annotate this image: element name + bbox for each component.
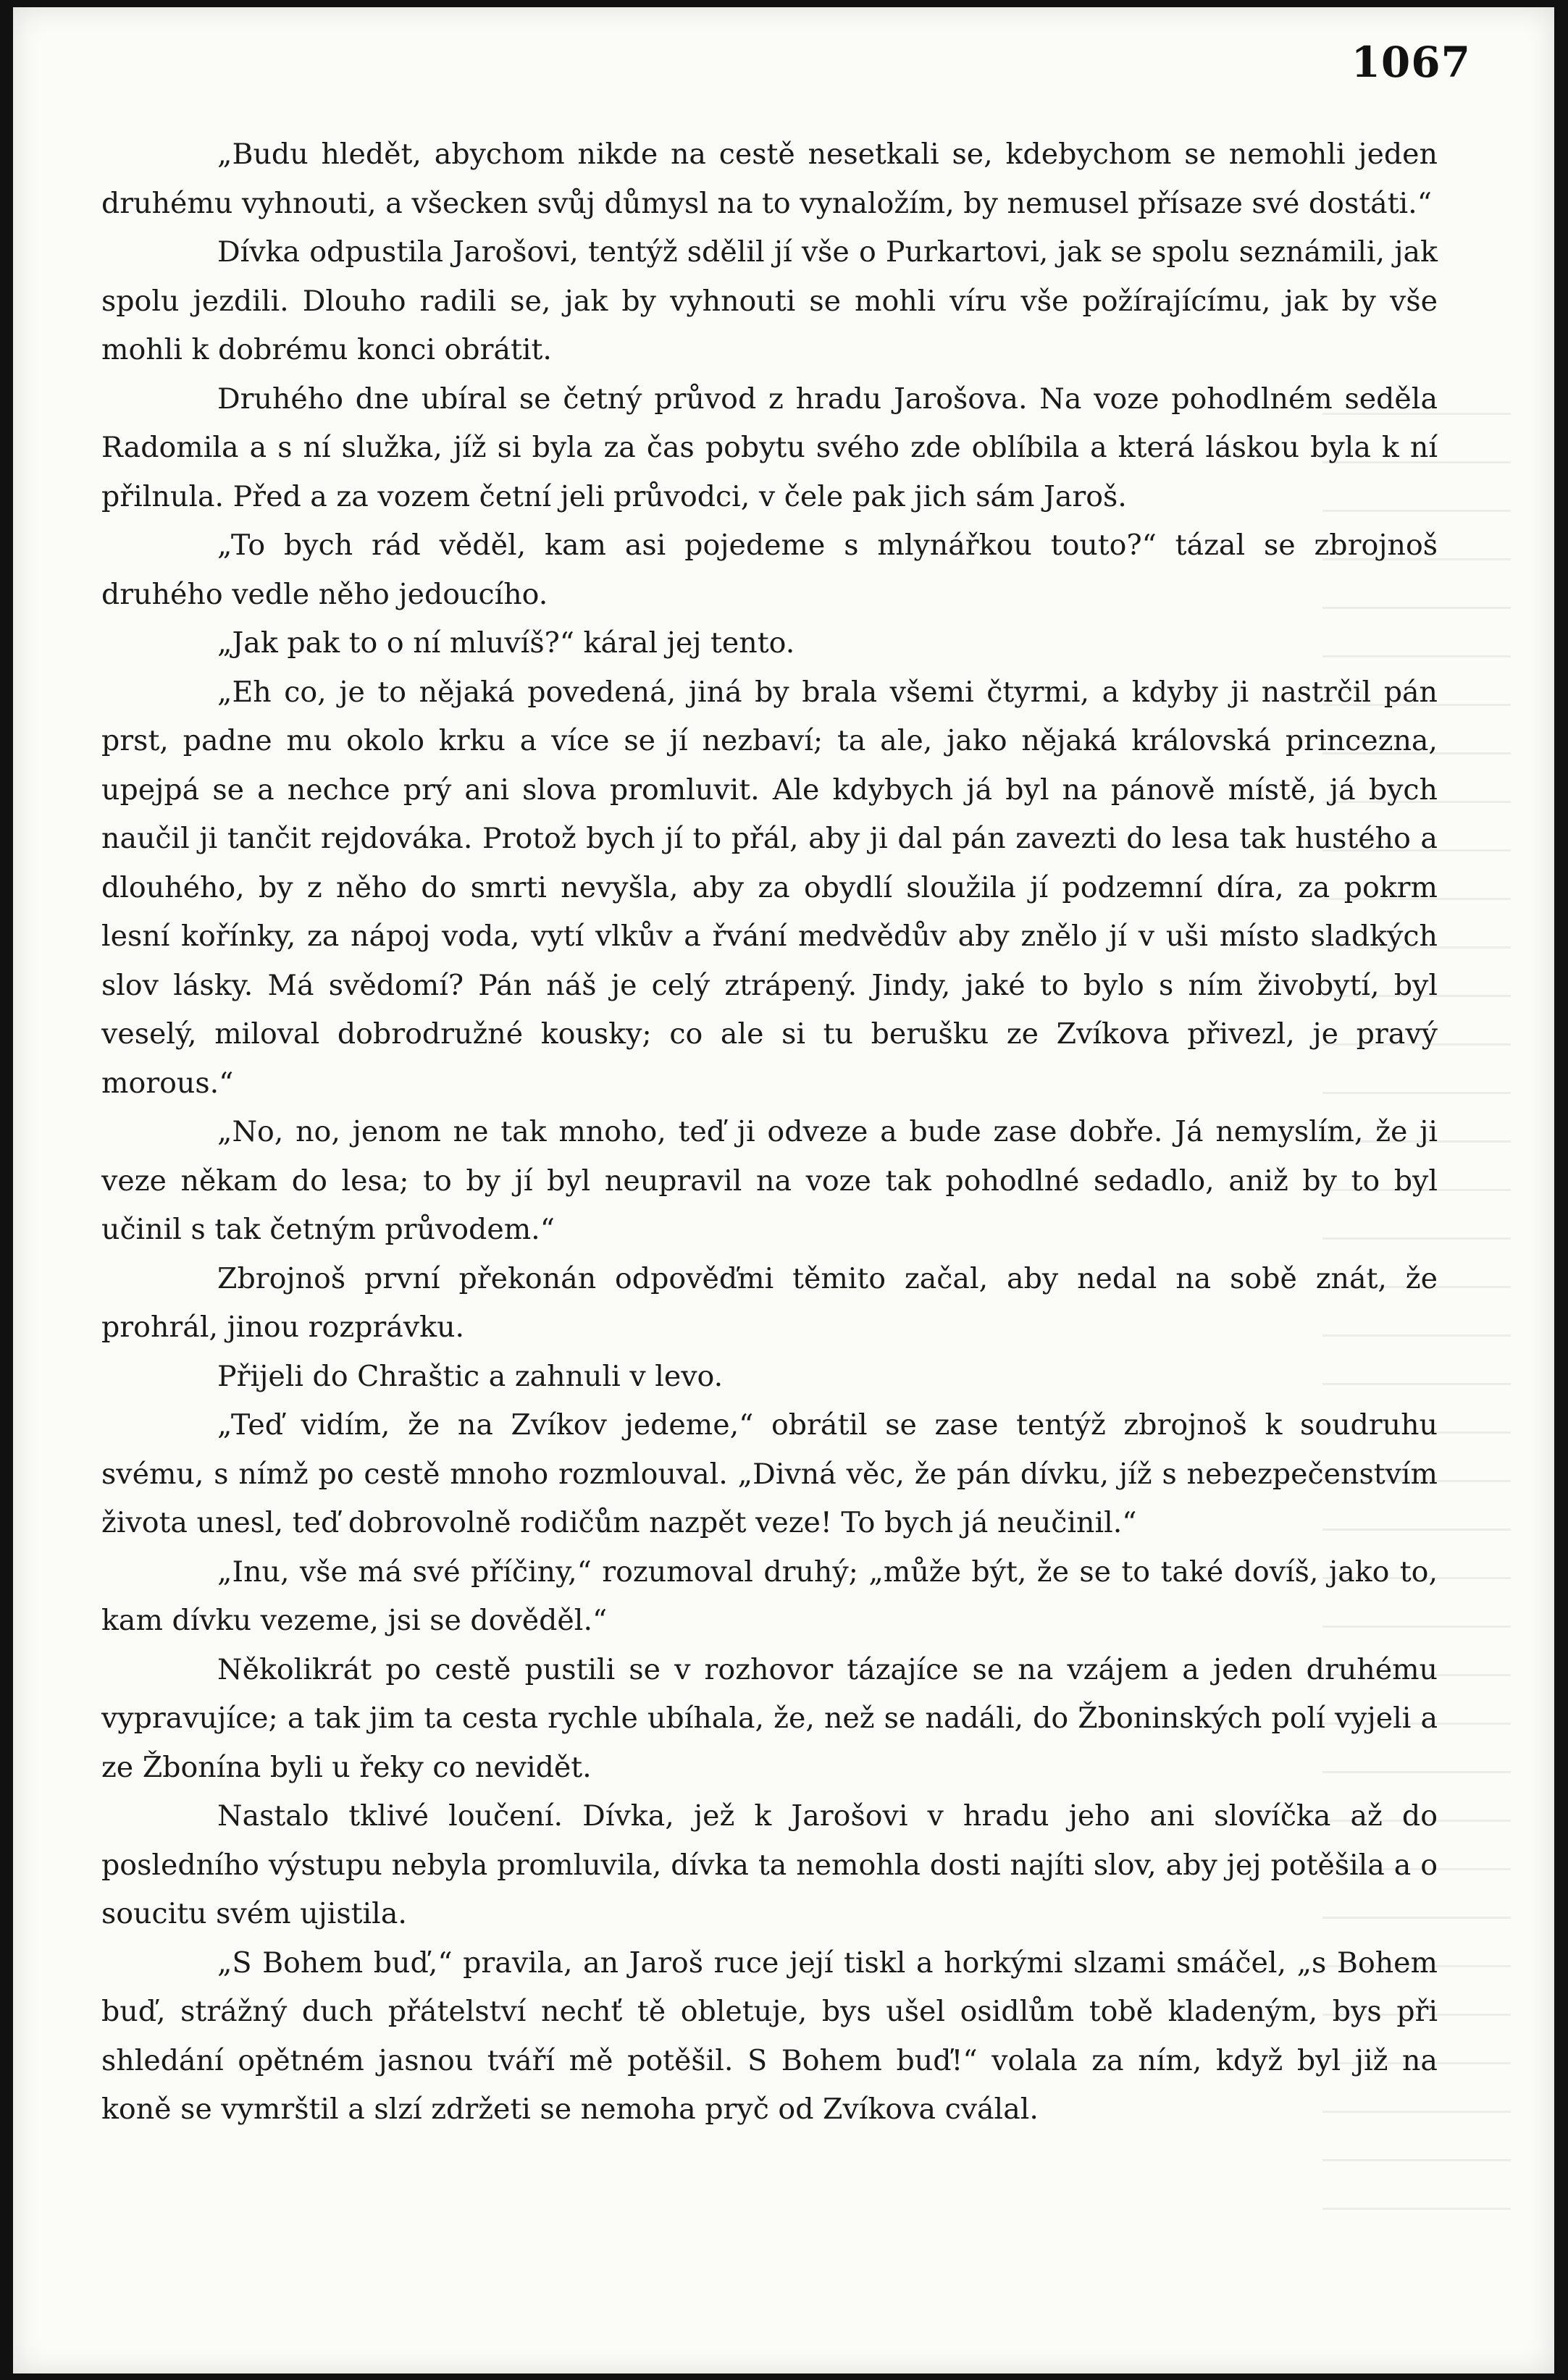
paragraph: „Eh co, je to nějaká povedená, jiná by brala všemi čtyrmi, a kdyby ji nastrčil pán prst, padne mu okolo krku a více se jí nezbaví; ta ale, jako nějaká královská princezna, upejpá se a nechce prý ani slova promluvit. Ale kdybych já byl na pánově místě, já bych naučil ji tančit rejdováka. Protož bych jí to přál, aby ji dal pán zavezti do lesa tak hustého a dlouhého, by z něho do smrti nevyšla, aby za obydlí sloužila jí podzemní díra, za pokrm lesní kořínky, za nápoj voda, vytí vlkův a řvání medvědův aby znělo jí v uši místo sladkých slov lásky. Má svědomí? Pán náš je celý ztrápený. Jindy, jaké to bylo s ním živobytí, byl veselý, miloval dobrodružné kousky; co ale si tu berušku ze Zvíkova přivezl, je pravý morous.“ bbox=[101, 675, 1438, 1100]
paragraph: Zbrojnoš první překonán odpověďmi těmito začal, aby nedal na sobě znát, že prohrál, jinou rozprávku. bbox=[101, 1261, 1438, 1344]
book-page bbox=[13, 7, 1554, 2373]
page-number: 1067 bbox=[1351, 38, 1471, 87]
paragraph: Nastalo tklivé loučení. Dívka, jež k Jarošovi v hradu jeho ani slovíčka až do posledního výstupu nebyla promluvila, dívka ta nemohla dosti najíti slov, aby jej potěšila a o soucitu svém ujistila. bbox=[101, 1799, 1438, 1930]
body-text bbox=[101, 130, 1438, 2135]
paragraph: Druhého dne ubíral se četný průvod z hradu Jarošova. Na voze pohodlném seděla Radomila a s ní služka, jíž si byla za čas pobytu svého zde oblíbila a která láskou byla k ní přilnula. Před a za vozem četní jeli průvodci, v čele pak jich sám Jaroš. bbox=[101, 382, 1438, 513]
paragraph: Dívka odpustila Jarošovi, tentýž sdělil jí vše o Purkartovi, jak se spolu seznámili, jak spolu jezdili. Dlouho radili se, jak by vyhnouti se mohli víru vše požírajícímu, jak by vše mohli k dobrému konci obrátit. bbox=[101, 235, 1438, 366]
paragraph: Několikrát po cestě pustili se v rozhovor tázajíce se na vzájem a jeden druhému vypravujíce; a tak jim ta cesta rychle ubíhala, že, než se nadáli, do Žboninských polí vyjeli a ze Žbonína byli u řeky co nevidět. bbox=[101, 1652, 1438, 1784]
paragraph: „To bych rád věděl, kam asi pojedeme s mlynářkou touto?“ tázal se zbrojnoš druhého vedle něho jedoucího. bbox=[101, 529, 1438, 611]
paragraph: „Jak pak to o ní mluvíš?“ káral jej tento. bbox=[217, 626, 795, 660]
paragraph: „Inu, vše má své příčiny,“ rozumoval druhý; „může být, že se to také dovíš, jako to, kam dívku vezeme, jsi se dověděl.“ bbox=[101, 1555, 1438, 1637]
paragraph: „S Bohem buď,“ pravila, an Jaroš ruce její tiskl a horkými slzami smáčel, „s Bohem buď, strážný duch přátelství nechť tě obletuje, bys ušel osidlům tobě kladeným, bys při shledání opětném jasnou tváří mě potěšil. S Bohem buď!“ volala za ním, když byl již na koně se vymrštil a slzí zdržeti se nemoha pryč od Zvíkova cválal. bbox=[101, 1946, 1438, 2126]
paragraph: Přijeli do Chraštic a zahnuli v levo. bbox=[217, 1359, 724, 1393]
paragraph: „No, no, jenom ne tak mnoho, teď ji odveze a bude zase dobře. Já nemyslím, že ji veze někam do lesa; to by jí byl neupravil na voze tak pohodlné sedadlo, aniž by to byl učinil s tak četným průvodem.“ bbox=[101, 1115, 1438, 1246]
paragraph: „Budu hledět, abychom nikde na cestě nesetkali se, kdebychom se nemohli jeden druhému vyhnouti, a všecken svůj důmysl na to vynaložím, by nemusel přísaze své dostáti.“ bbox=[101, 138, 1438, 220]
paragraph: „Teď vidím, že na Zvíkov jedeme,“ obrátil se zase tentýž zbrojnoš k soudruhu svému, s nímž po cestě mnoho rozmlouval. „Divná věc, že pán dívku, jíž s nebezpečenstvím života unesl, teď dobrovolně rodičům nazpět veze! To bych já neučinil.“ bbox=[101, 1408, 1438, 1539]
